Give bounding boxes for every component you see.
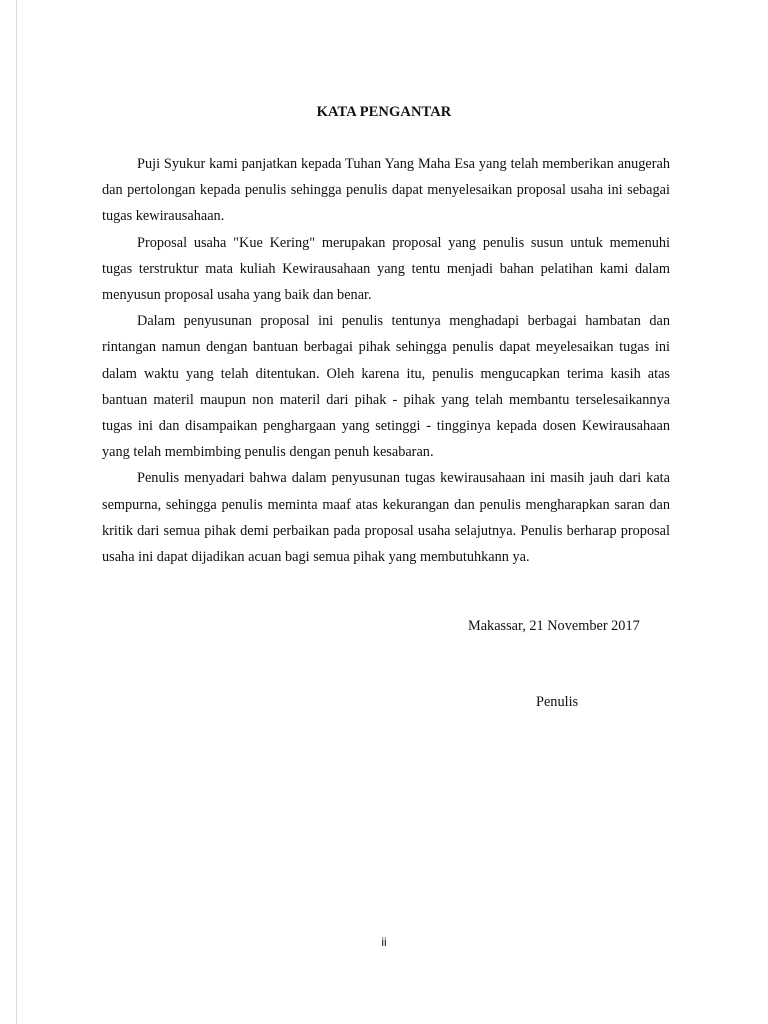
place-date: Makassar, 21 November 2017	[468, 618, 640, 634]
paragraph-3: Dalam penyusunan proposal ini penulis tentunya menghadapi berbagai hambatan dan rintangan namun dengan bantuan berbagai pihak sehingga penulis dapat meyelesaikan tugas ini dalam waktu yang telah ditentukan. Oleh karena itu, penulis mengucapkan terima kasih atas bantuan materil maupun non materil dari pihak - pihak yang telah membantu terselesaikannya tugas ini dan disampaikan penghargaan yang setinggi - tingginya kepada dosen Kewirausahaan yang telah membimbing penulis dengan penuh kesabaran.	[102, 313, 670, 461]
page-edge-line	[16, 0, 17, 1024]
page-number: ii	[381, 935, 387, 949]
foreword-body	[102, 151, 670, 570]
signer-name: Penulis	[536, 694, 579, 710]
page-title: KATA PENGANTAR	[316, 104, 452, 120]
paragraph-4: Penulis menyadari bahwa dalam penyusunan tugas kewirausahaan ini masih jauh dari kata sempurna, sehingga penulis meminta maaf atas kekurangan dan penulis mengharapkan saran dan kritik dari semua pihak demi perbaikan pada proposal usaha selajutnya. Penulis berharap proposal usaha ini dapat dijadikan acuan bagi semua pihak yang membutuhkann ya.	[102, 470, 670, 566]
paragraph-1: Puji Syukur kami panjatkan kepada Tuhan Yang Maha Esa yang telah memberikan anugerah dan pertolongan kepada penulis sehingga penulis dapat menyelesaikan proposal usaha ini sebagai tugas kewirausahaan.	[102, 156, 670, 225]
paragraph-2: Proposal usaha "Kue Kering" merupakan proposal yang penulis susun untuk memenuhi tugas terstruktur mata kuliah Kewirausahaan yang tentu menjadi bahan pelatihan kami dalam menyusun proposal usaha yang baik dan benar.	[102, 234, 670, 304]
